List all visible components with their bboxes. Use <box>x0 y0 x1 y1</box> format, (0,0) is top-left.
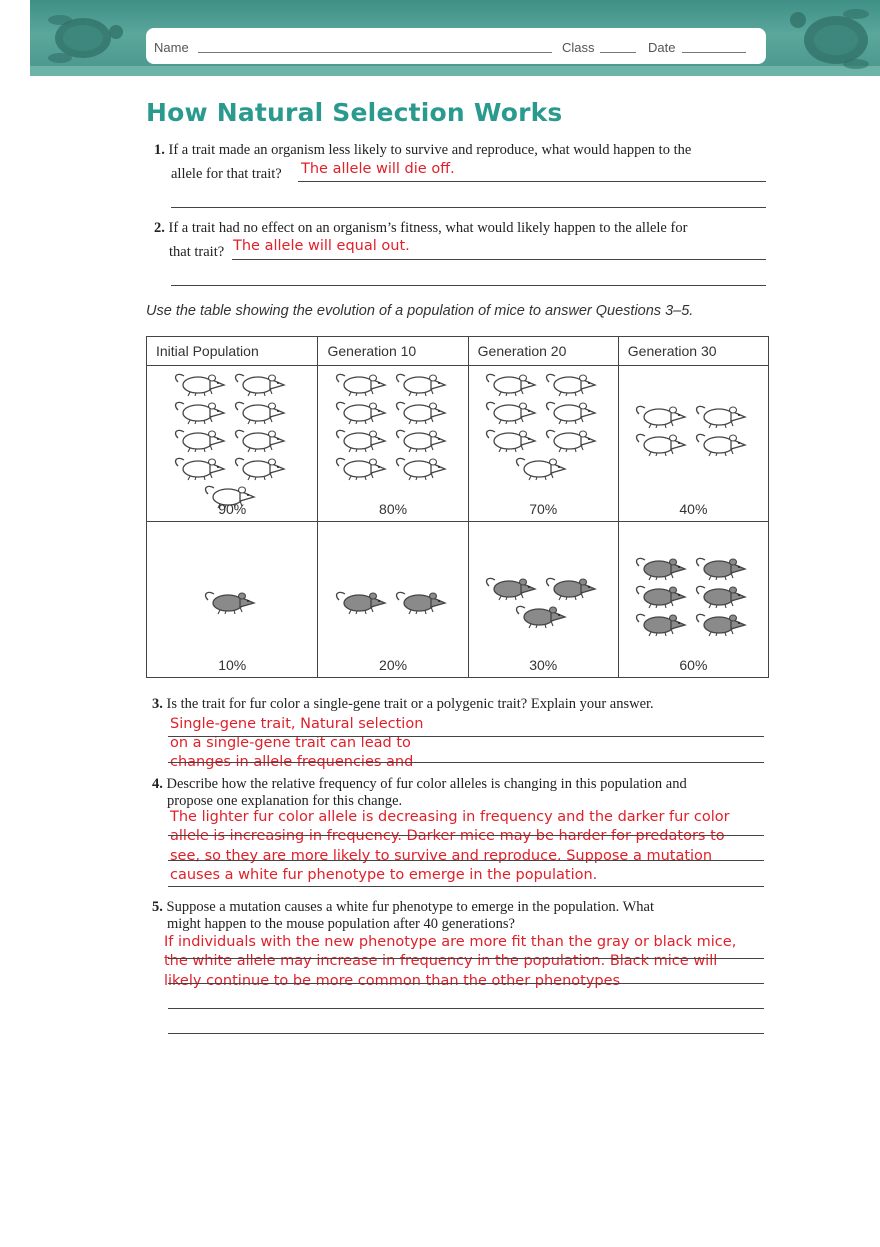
answer-line <box>168 983 764 984</box>
answer-line <box>232 259 766 260</box>
dark-mouse-icon <box>695 554 751 581</box>
answer-4-line-4[interactable]: causes a white fur phenotype to emerge in the population. <box>170 867 598 883</box>
header-generation-10: Generation 10 <box>318 337 468 366</box>
light-mouse-icon <box>234 426 290 453</box>
dark-mouse-icon <box>204 588 260 615</box>
dark-cell-initial <box>147 522 318 678</box>
question-2-line-2: that trait? <box>169 244 225 260</box>
table-instructions: Use the table showing the evolution of a population of mice to answer Questions 3–5. <box>146 303 694 319</box>
answer-line <box>168 1033 764 1034</box>
light-mouse-icon <box>395 426 451 453</box>
light-cell-gen10 <box>318 366 468 522</box>
answer-line <box>168 886 764 887</box>
turtle-right-icon <box>784 2 880 72</box>
light-mouse-icon <box>174 426 230 453</box>
question-1-line-2: allele for that trait? <box>171 166 282 182</box>
light-mouse-icon <box>335 370 391 397</box>
light-mouse-icon <box>234 454 290 481</box>
answer-3-line-3[interactable]: changes in allele frequencies and <box>170 754 414 770</box>
name-class-date-bar <box>146 28 766 64</box>
light-mice-group <box>619 402 768 457</box>
light-mouse-icon <box>234 398 290 425</box>
header-generation-30: Generation 30 <box>618 337 768 366</box>
light-mouse-icon <box>695 430 751 457</box>
light-mouse-icon <box>545 398 601 425</box>
answer-3-line-1[interactable]: Single-gene trait, Natural selection <box>170 716 424 732</box>
dark-percent: 30% <box>529 657 558 673</box>
light-mouse-icon <box>335 398 391 425</box>
answer-line <box>171 285 766 286</box>
turtle-left-icon <box>40 4 126 68</box>
name-blank[interactable] <box>198 52 552 53</box>
light-mice-group <box>469 370 618 481</box>
light-mouse-icon <box>545 370 601 397</box>
light-mouse-icon <box>174 398 230 425</box>
name-label: Name <box>154 40 189 55</box>
dark-mouse-icon <box>335 588 391 615</box>
answer-line <box>168 835 764 836</box>
light-mice-group <box>318 370 467 481</box>
light-mouse-icon <box>174 454 230 481</box>
question-1: 1. If a trait made an organism less likely to survive and reproduce, what would happen to the <box>154 142 692 158</box>
class-blank[interactable] <box>600 52 636 53</box>
answer-3-clip <box>168 715 468 770</box>
dark-mice-group <box>469 574 618 629</box>
light-mouse-icon <box>234 370 290 397</box>
light-mouse-icon <box>395 398 451 425</box>
header-banner-edge <box>30 66 880 76</box>
dark-percent: 10% <box>218 657 247 673</box>
dark-mouse-icon <box>395 588 451 615</box>
answer-5-line-1[interactable]: If individuals with the new phenotype are more fit than the gray or black mice, <box>164 934 737 950</box>
dark-cell-gen20 <box>468 522 618 678</box>
light-percent: 40% <box>679 501 708 517</box>
dark-mouse-icon <box>635 582 691 609</box>
answer-line <box>168 762 764 763</box>
question-4-line-2: propose one explanation for this change. <box>167 793 403 809</box>
light-mouse-icon <box>515 454 571 481</box>
answer-line <box>168 958 764 959</box>
question-5-line-2: might happen to the mouse population after 40 generations? <box>167 916 515 932</box>
mice-population-table <box>146 336 769 678</box>
light-mouse-icon <box>545 426 601 453</box>
dark-mouse-icon <box>485 574 541 601</box>
answer-line <box>168 1008 764 1009</box>
header-generation-20: Generation 20 <box>468 337 618 366</box>
light-mouse-icon <box>335 426 391 453</box>
answer-line <box>168 860 764 861</box>
dark-mouse-icon <box>515 602 571 629</box>
class-label: Class <box>562 40 595 55</box>
light-mouse-icon <box>335 454 391 481</box>
question-4: 4. Describe how the relative frequency of fur color alleles is changing in this population and <box>152 776 687 792</box>
answer-line <box>171 207 766 208</box>
dark-mice-group <box>619 554 768 637</box>
answer-3-line-2[interactable]: on a single-gene trait can lead to <box>170 735 411 751</box>
answer-4-line-1[interactable]: The lighter fur color allele is decreasing in frequency and the darker fur color <box>170 809 730 825</box>
light-mouse-icon <box>395 370 451 397</box>
dark-mouse-icon <box>695 582 751 609</box>
light-mouse-icon <box>485 398 541 425</box>
dark-mouse-icon <box>635 554 691 581</box>
question-2: 2. If a trait had no effect on an organism’s fitness, what would likely happen to the allele for <box>154 220 688 236</box>
light-mice-group <box>147 370 317 509</box>
answer-line <box>298 181 766 182</box>
dark-cell-gen30 <box>618 522 768 678</box>
answer-2[interactable]: The allele will equal out. <box>233 238 410 254</box>
header-initial-population: Initial Population <box>147 337 318 366</box>
light-percent: 90% <box>218 501 247 517</box>
light-percent: 80% <box>379 501 408 517</box>
dark-mouse-icon <box>545 574 601 601</box>
light-cell-gen30 <box>618 366 768 522</box>
dark-mice-group <box>318 588 467 615</box>
date-blank[interactable] <box>682 52 746 53</box>
answer-line <box>168 736 764 737</box>
light-cell-initial <box>147 366 318 522</box>
answer-5-line-3[interactable]: likely continue to be more common than the other phenotypes <box>164 973 621 989</box>
light-mouse-icon <box>174 370 230 397</box>
question-3: 3. Is the trait for fur color a single-gene trait or a polygenic trait? Explain your answer. <box>152 696 654 712</box>
page-title: How Natural Selection Works <box>146 98 563 127</box>
light-mouse-icon <box>485 426 541 453</box>
answer-1[interactable]: The allele will die off. <box>301 161 455 177</box>
light-mouse-icon <box>485 370 541 397</box>
dark-percent: 20% <box>379 657 408 673</box>
answer-4-line-3[interactable]: see, so they are more likely to survive and reproduce. Suppose a mutation <box>170 848 713 864</box>
light-mouse-icon <box>695 402 751 429</box>
answer-5-line-2[interactable]: the white allele may increase in frequency in the population. Black mice will <box>164 953 718 969</box>
dark-mice-group <box>147 588 317 615</box>
dark-cell-gen10 <box>318 522 468 678</box>
dark-mouse-icon <box>695 610 751 637</box>
light-percent: 70% <box>529 501 558 517</box>
question-5: 5. Suppose a mutation causes a white fur phenotype to emerge in the population. What <box>152 899 655 915</box>
light-cell-gen20 <box>468 366 618 522</box>
answer-4-line-2[interactable]: allele is increasing in frequency. Darker mice may be harder for predators to <box>170 828 725 844</box>
dark-percent: 60% <box>679 657 708 673</box>
dark-mouse-icon <box>635 610 691 637</box>
light-mouse-icon <box>395 454 451 481</box>
light-mouse-icon <box>635 402 691 429</box>
light-mouse-icon <box>635 430 691 457</box>
date-label: Date <box>648 40 676 55</box>
